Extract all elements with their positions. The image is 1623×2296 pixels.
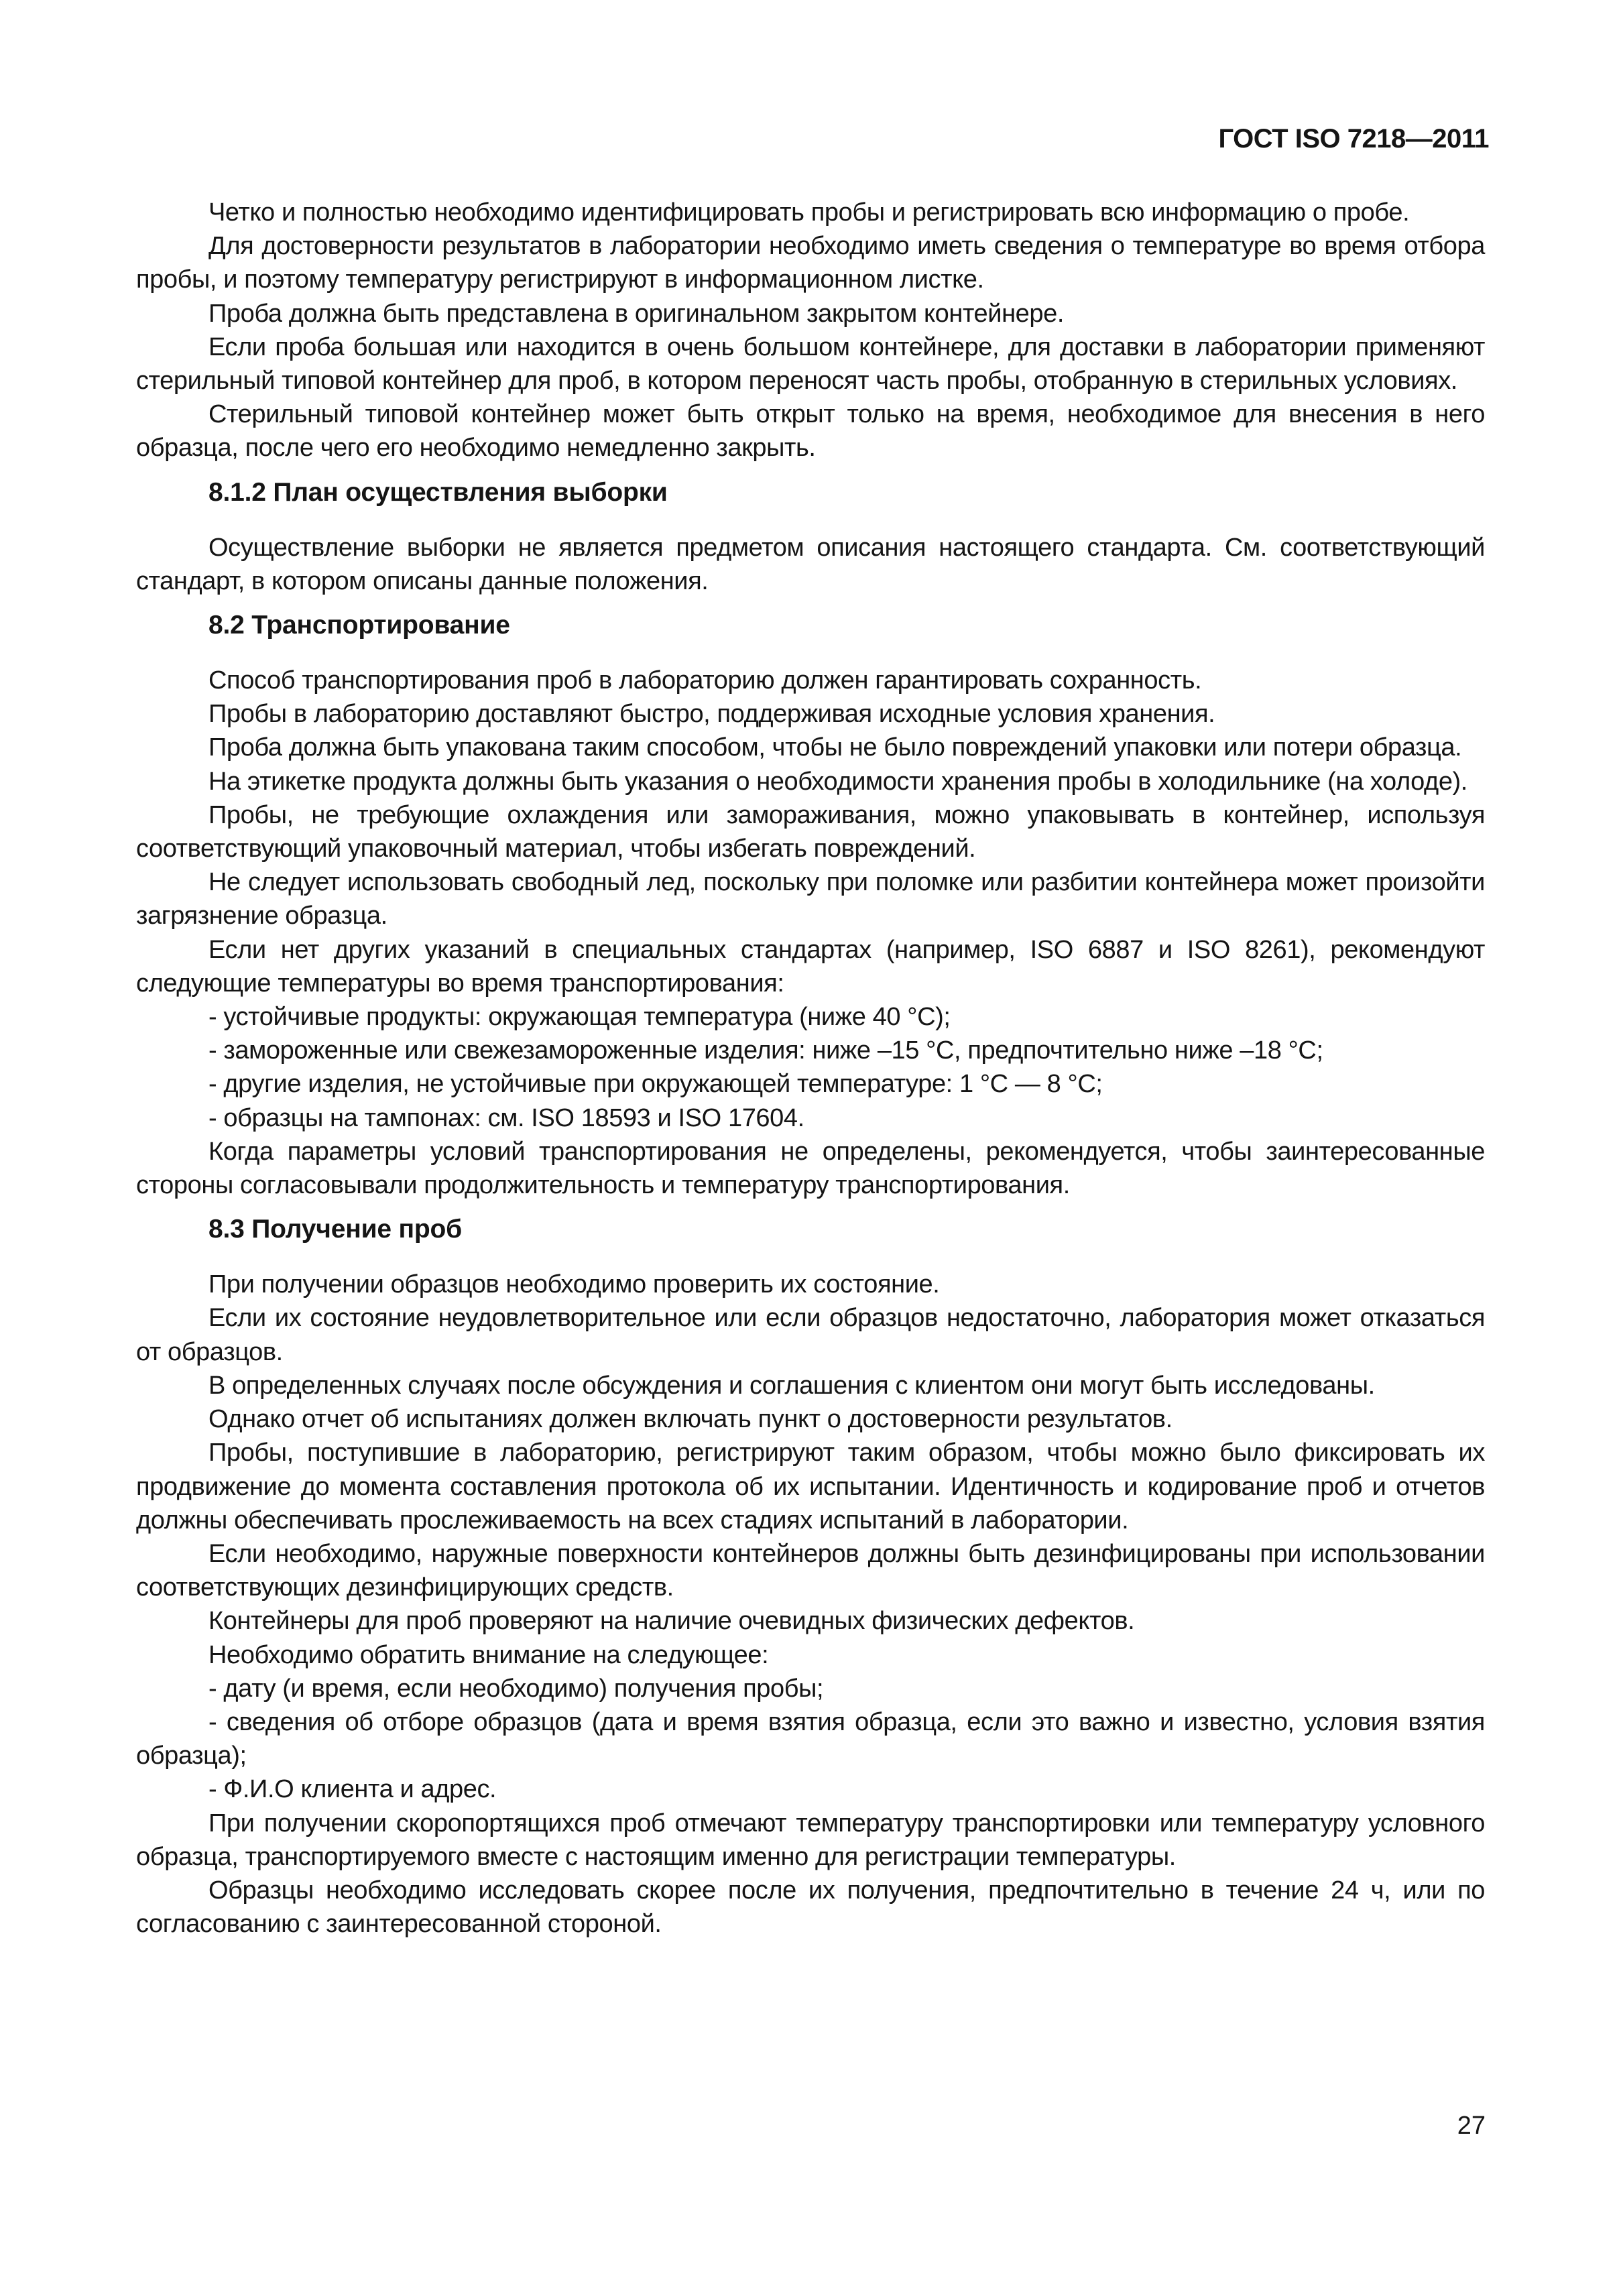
list-item: - другие изделия, не устойчивые при окружающей температуре: 1 °С — 8 °С; xyxy=(208,1070,1103,1099)
list-item: - замороженные или свежезамороженные изделия: ниже –15 °С, предпочтительно ниже –18 °С; xyxy=(208,1036,1323,1065)
paragraph: Образцы необходимо исследовать скорее после их получения, предпочтительно в течение 24 ч, или по согласованию с заинтересованной стороной. xyxy=(136,1876,1485,1939)
paragraph: Способ транспортирования проб в лабораторию должен гарантировать сохранность. xyxy=(208,666,1202,695)
paragraph: Контейнеры для проб проверяют на наличие очевидных физических дефектов. xyxy=(208,1607,1135,1636)
paragraph: Пробы, не требующие охлаждения или замораживания, можно упаковывать в контейнер, используя соответствующий упаковочный материал, чтобы избегать повреждений. xyxy=(136,800,1485,863)
paragraph: Если нет других указаний в специальных стандартах (например, ISO 6887 и ISO 8261), рекомендуют следующие температуры во время транспортирования: xyxy=(136,935,1485,998)
list-item: - дату (и время, если необходимо) получения пробы; xyxy=(208,1674,824,1703)
paragraph: Однако отчет об испытаниях должен включать пункт о достоверности результатов. xyxy=(208,1405,1173,1434)
paragraph: Проба должна быть представлена в оригинальном закрытом контейнере. xyxy=(208,299,1065,328)
paragraph: Необходимо обратить внимание на следующее: xyxy=(208,1640,769,1669)
list-item: - образцы на тампонах: см. ISO 18593 и ISO 17604. xyxy=(208,1103,804,1132)
paragraph: Для достоверности результатов в лаборатории необходимо иметь сведения о температуре во время отбора пробы, и поэтому температуру регистрируют в информационном листке. xyxy=(136,232,1485,294)
paragraph: При получении образцов необходимо проверить их состояние. xyxy=(208,1270,940,1299)
paragraph: Четко и полностью необходимо идентифицировать пробы и регистрировать всю информацию о пробе. xyxy=(208,198,1410,227)
page-number: 27 xyxy=(1457,2112,1486,2140)
paragraph: Осуществление выборки не является предметом описания настоящего стандарта. См. соответствующий стандарт, в котором описаны данные положения. xyxy=(136,533,1485,595)
list-item: - Ф.И.О клиента и адрес. xyxy=(208,1775,497,1804)
section-heading-8-3: 8.3 Получение проб xyxy=(208,1215,462,1244)
paragraph: На этикетке продукта должны быть указания о необходимости хранения пробы в холодильнике (на холоде). xyxy=(208,767,1467,796)
section-heading-8-2: 8.2 Транспортирование xyxy=(208,611,510,640)
paragraph: Проба должна быть упакована таким способом, чтобы не было повреждений упаковки или потери образца. xyxy=(208,733,1462,762)
paragraph: Когда параметры условий транспортирования не определены, рекомендуется, чтобы заинтересованные стороны согласовывали продолжительность и температуру транспортирования. xyxy=(136,1137,1485,1200)
paragraph: Если их состояние неудовлетворительное или если образцов недостаточно, лаборатория может отказаться от образцов. xyxy=(136,1304,1485,1366)
list-item: - устойчивые продукты: окружающая температура (ниже 40 °С); xyxy=(208,1003,951,1032)
paragraph: Стерильный типовой контейнер может быть открыт только на время, необходимое для внесения в него образца, после чего его необходимо немедленно закрыть. xyxy=(136,400,1485,463)
standard-header: ГОСТ ISO 7218—2011 xyxy=(1218,124,1489,154)
paragraph: Пробы в лабораторию доставляют быстро, поддерживая исходные условия хранения. xyxy=(208,700,1215,729)
paragraph: Если проба большая или находится в очень большом контейнере, для доставки в лаборатории применяют стерильный типовой контейнер для проб, в котором переносят часть пробы, отобранную в стерильных условиях. xyxy=(136,333,1485,396)
paragraph: Пробы, поступившие в лабораторию, регистрируют таким образом, чтобы можно было фиксировать их продвижение до момента составления протокола об их испытании. Идентичность и кодирование проб и отчетов должны обеспечивать прослеживаемость на всех стадиях испытаний в лаборатории. xyxy=(136,1439,1485,1534)
paragraph: Если необходимо, наружные поверхности контейнеров должны быть дезинфицированы при использовании соответствующих дезинфицирующих средств. xyxy=(136,1539,1485,1602)
paragraph: Не следует использовать свободный лед, поскольку при поломке или разбитии контейнера может произойти загрязнение образца. xyxy=(136,868,1485,930)
paragraph: При получении скоропортящихся проб отмечают температуру транспортировки или температуру условного образца, транспортируемого вместе с настоящим именно для регистрации температуры. xyxy=(136,1809,1485,1871)
section-heading-8-1-2: 8.1.2 План осуществления выборки xyxy=(208,477,668,507)
paragraph: В определенных случаях после обсуждения и соглашения с клиентом они могут быть исследованы. xyxy=(208,1371,1375,1400)
page-content xyxy=(136,196,1485,1941)
list-item: - сведения об отборе образцов (дата и время взятия образца, если это важно и известно, условия взятия образца); xyxy=(136,1707,1485,1770)
